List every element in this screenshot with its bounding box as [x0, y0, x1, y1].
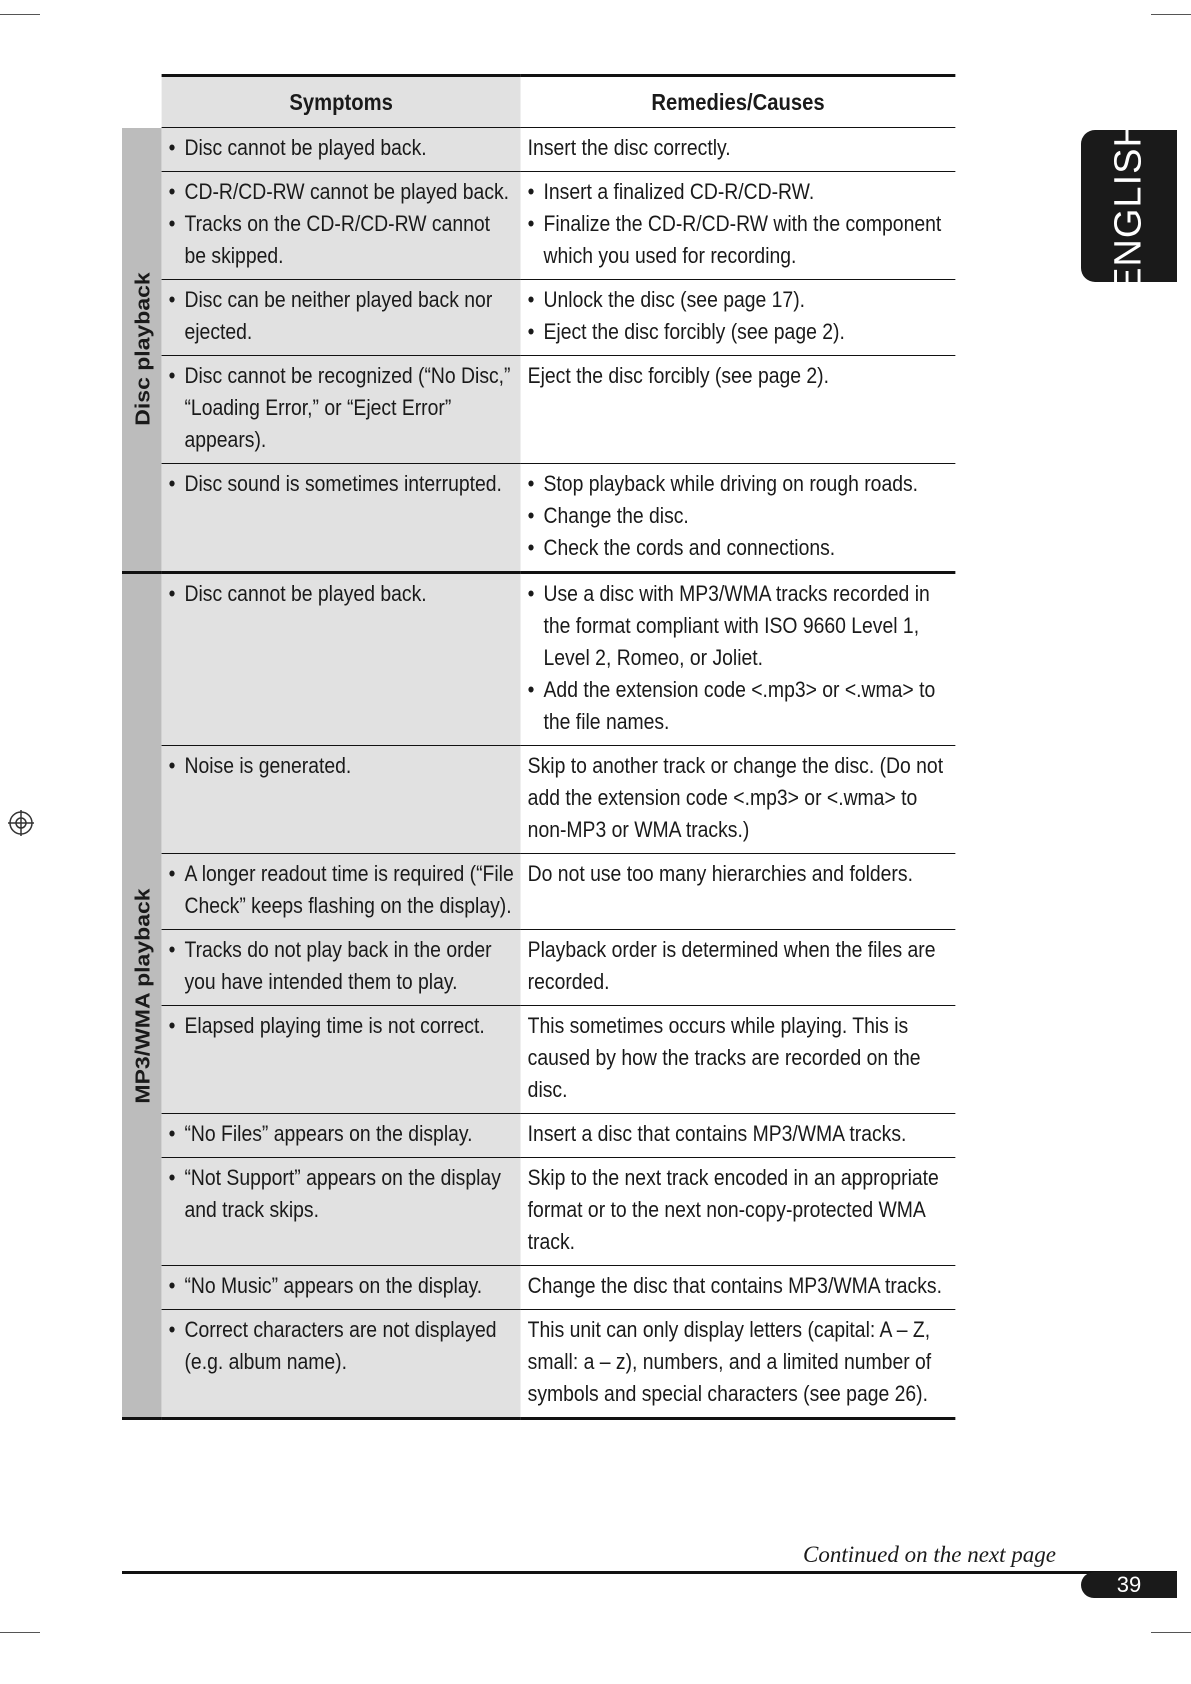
- table-row: [122, 1114, 955, 1158]
- crop-mark: [0, 1632, 40, 1633]
- remedy-text: Insert a disc that contains MP3/WMA tracks.: [527, 1121, 907, 1146]
- table-row: [122, 464, 955, 573]
- remedy-text: Do not use too many hierarchies and folders.: [527, 861, 913, 886]
- table-row: [122, 1158, 955, 1266]
- symptoms-header: Symptoms: [162, 76, 521, 128]
- list-item: • Disc sound is sometimes interrupted.: [169, 468, 516, 500]
- symptom-cell: [162, 128, 521, 172]
- list-item: • “Not Support” appears on the display and track skips.: [169, 1162, 516, 1226]
- list-item: • Eject the disc forcibly (see page 2).: [528, 316, 950, 348]
- symptom-cell: [162, 1310, 521, 1419]
- remedy-text: Eject the disc forcibly (see page 2).: [527, 363, 829, 388]
- remedy-text: This sometimes occurs while playing. This is caused by how the tracks are recorded on the disc.: [527, 1013, 921, 1102]
- remedy-cell: [521, 128, 956, 172]
- list-item: • Disc cannot be played back.: [169, 132, 516, 164]
- remedy-cell: [521, 1006, 956, 1114]
- remedy-cell: [521, 854, 956, 930]
- symptom-cell: [162, 464, 521, 573]
- remedy-text: Skip to another track or change the disc. (Do not add the extension code <.mp3> or <.wma> to non-MP3 or WMA tracks.): [527, 753, 944, 842]
- section-label-disc-playback: Disc playback: [122, 128, 162, 573]
- remedies-header: Remedies/Causes: [521, 76, 956, 128]
- list-item: • Elapsed playing time is not correct.: [169, 1010, 516, 1042]
- table-row: [122, 280, 955, 356]
- symptom-cell: [162, 746, 521, 854]
- table-row: [122, 128, 955, 172]
- language-tab-label: ENGLISH: [1107, 119, 1150, 293]
- table-row: [122, 1006, 955, 1114]
- remedy-text: This unit can only display letters (capital: A – Z, small: a – z), numbers, and a limited number of symbols and special characters (see page 26).: [527, 1317, 932, 1406]
- symptom-cell: [162, 172, 521, 280]
- crop-mark: [1151, 14, 1191, 15]
- list-item: • Stop playback while driving on rough roads.: [528, 468, 950, 500]
- list-item: • Check the cords and connections.: [528, 532, 950, 564]
- remedy-cell: [521, 1114, 956, 1158]
- remedy-cell: [521, 1310, 956, 1419]
- symptom-cell: [162, 854, 521, 930]
- page-number: 39: [1081, 1572, 1177, 1598]
- table-row: [122, 356, 955, 464]
- remedy-text: Playback order is determined when the files are recorded.: [527, 937, 936, 994]
- symptom-cell: [162, 573, 521, 746]
- table-row: [122, 172, 955, 280]
- symptom-cell: [162, 356, 521, 464]
- remedy-cell: [521, 573, 956, 746]
- remedy-text: Change the disc that contains MP3/WMA tracks.: [527, 1273, 942, 1298]
- section-label-mp3-wma-playback: MP3/WMA playback: [122, 573, 162, 1419]
- list-item: • Noise is generated.: [169, 750, 516, 782]
- symptom-cell: [162, 1006, 521, 1114]
- table-row: [122, 573, 955, 746]
- list-item: • Disc can be neither played back nor ejected.: [169, 284, 516, 348]
- remedy-cell: [521, 280, 956, 356]
- list-item: • Tracks do not play back in the order you have intended them to play.: [169, 934, 516, 998]
- list-item: • Unlock the disc (see page 17).: [528, 284, 950, 316]
- crop-mark: [1151, 1632, 1191, 1633]
- list-item: • “No Music” appears on the display.: [169, 1270, 516, 1302]
- symptom-cell: [162, 1158, 521, 1266]
- symptom-cell: [162, 1266, 521, 1310]
- list-item: • Tracks on the CD-R/CD-RW cannot be skipped.: [169, 208, 516, 272]
- list-item: • “No Files” appears on the display.: [169, 1118, 516, 1150]
- troubleshooting-table: [122, 74, 955, 1420]
- table-row: [122, 854, 955, 930]
- table-row: [122, 746, 955, 854]
- list-item: • Disc cannot be played back.: [169, 578, 516, 610]
- table-row: [122, 1310, 955, 1419]
- symptom-cell: [162, 280, 521, 356]
- remedy-cell: [521, 464, 956, 573]
- remedy-cell: [521, 172, 956, 280]
- list-item: • Finalize the CD-R/CD-RW with the component which you used for recording.: [528, 208, 950, 272]
- continued-note: Continued on the next page: [803, 1542, 1056, 1567]
- list-item: • Correct characters are not displayed (e.g. album name).: [169, 1314, 516, 1378]
- remedy-cell: [521, 356, 956, 464]
- list-item: • Disc cannot be recognized (“No Disc,” “Loading Error,” or “Eject Error” appears).: [169, 360, 516, 456]
- list-item: • Insert a finalized CD-R/CD-RW.: [528, 176, 950, 208]
- remedy-text: Skip to the next track encoded in an appropriate format or to the next non-copy-protected WMA track.: [527, 1165, 939, 1254]
- remedy-cell: [521, 930, 956, 1006]
- list-item: • Add the extension code <.mp3> or <.wma> to the file names.: [528, 674, 950, 738]
- remedy-text: Insert the disc correctly.: [527, 135, 731, 160]
- language-tab: [1081, 119, 1177, 293]
- symptom-cell: [162, 930, 521, 1006]
- remedy-cell: [521, 746, 956, 854]
- list-item: • CD-R/CD-RW cannot be played back.: [169, 176, 516, 208]
- list-item: • Change the disc.: [528, 500, 950, 532]
- remedy-cell: [521, 1266, 956, 1310]
- table-row: [122, 1266, 955, 1310]
- list-item: • Use a disc with MP3/WMA tracks recorded in the format compliant with ISO 9660 Level 1, Level 2, Romeo, or Joliet.: [528, 578, 950, 674]
- remedy-cell: [521, 1158, 956, 1266]
- table-row: [122, 930, 955, 1006]
- list-item: • A longer readout time is required (“File Check” keeps flashing on the display).: [169, 858, 516, 922]
- crop-mark: [0, 14, 40, 15]
- footer-rule: [122, 1571, 1177, 1574]
- symptom-cell: [162, 1114, 521, 1158]
- registration-mark-icon: [8, 810, 34, 836]
